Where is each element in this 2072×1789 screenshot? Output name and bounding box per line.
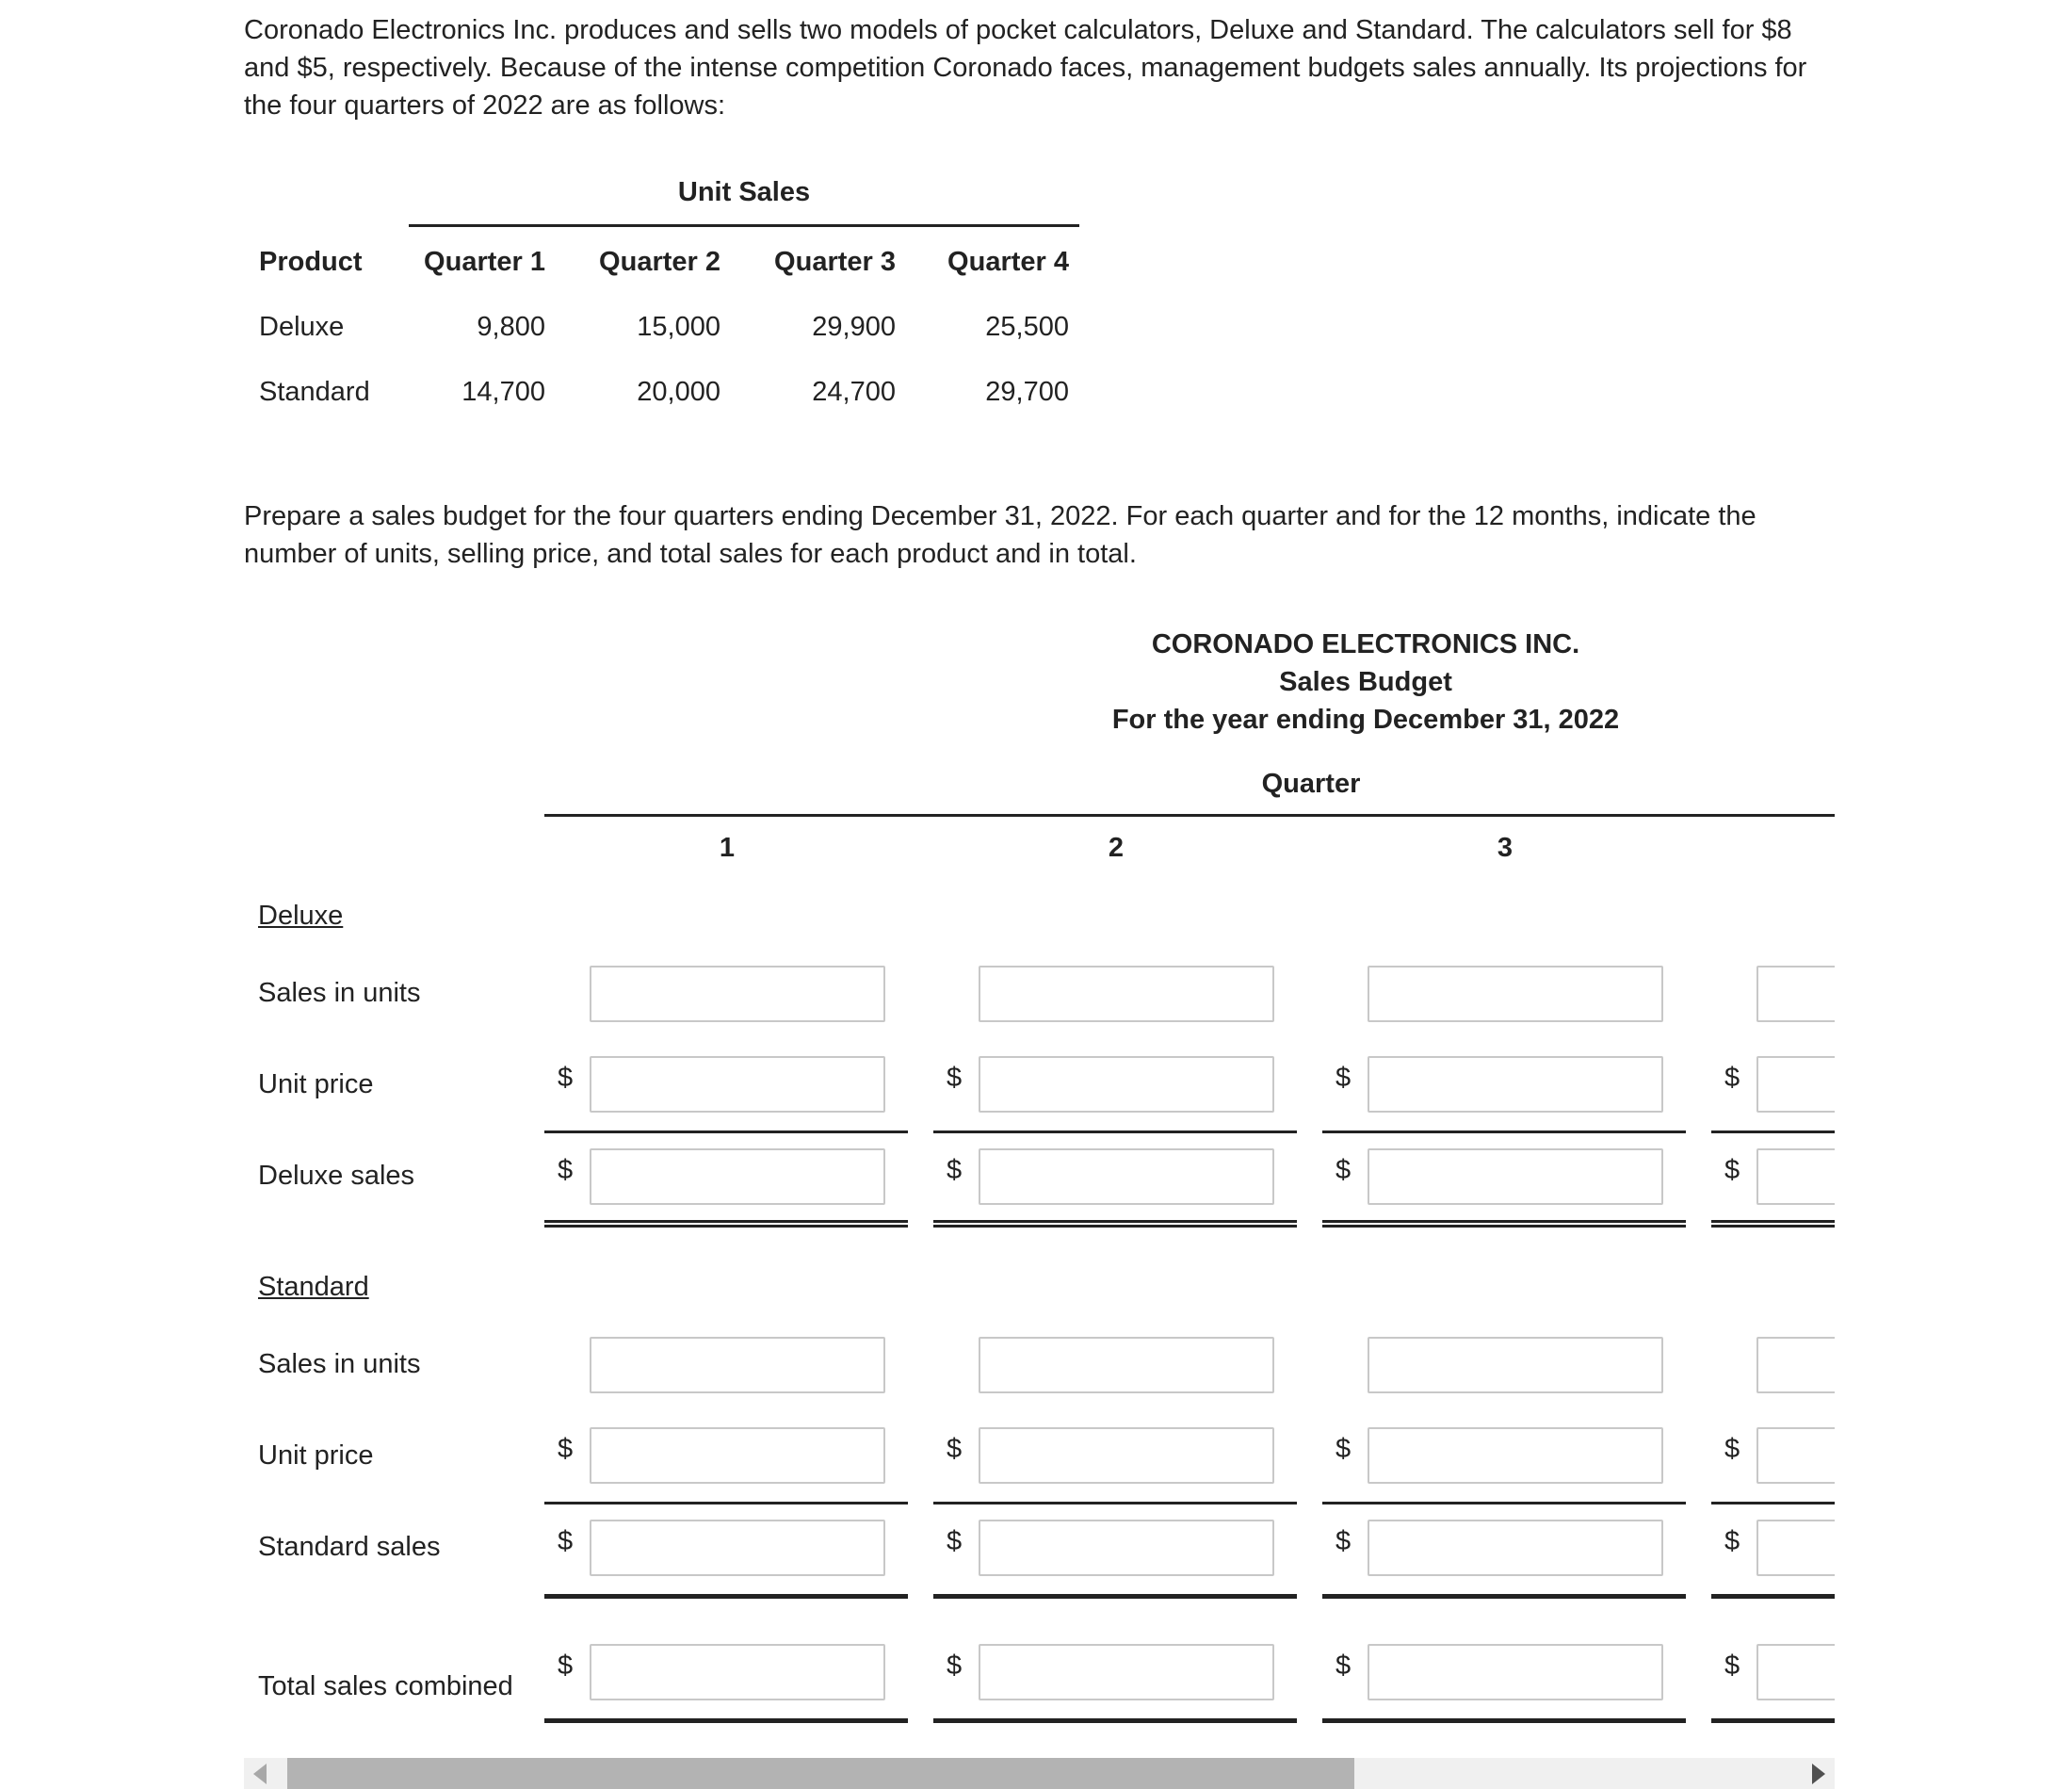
row-standard-label: Standard (259, 377, 370, 407)
quarter-4-column (1711, 942, 1835, 1752)
q2-deluxe-units-input[interactable] (979, 966, 1274, 1022)
total-rule (544, 1718, 908, 1723)
deluxe-q4: 25,500 (985, 312, 1069, 342)
currency-symbol: $ (1724, 1155, 1740, 1185)
deluxe-q2: 15,000 (637, 312, 720, 342)
q4-deluxe-units-input[interactable] (1756, 966, 1835, 1022)
total-rule (1322, 1594, 1686, 1599)
problem-prompt: Prepare a sales budget for the four quarters ending December 31, 2022. For each quarter and for the 12 months, indicate the number of units, selling price, and total sales for each product and in total. (244, 501, 1756, 569)
scroll-left-arrow-icon[interactable] (253, 1764, 267, 1784)
total-rule (544, 1594, 908, 1599)
currency-symbol: $ (1335, 1063, 1352, 1093)
q2-standard-sales-input[interactable] (979, 1520, 1274, 1576)
header-quarter-3: Quarter 3 (774, 247, 896, 277)
quarter-3-column (1322, 942, 1690, 1752)
q2-standard-units-input[interactable] (979, 1337, 1274, 1393)
header-quarter-4: Quarter 4 (947, 247, 1069, 277)
currency-symbol: $ (1335, 1155, 1352, 1185)
currency-symbol: $ (1335, 1434, 1352, 1464)
header-quarter-2: Quarter 2 (599, 247, 720, 277)
quarter-header: Quarter (1261, 769, 1361, 799)
q2-standard-price-input[interactable] (979, 1427, 1274, 1484)
quarter-3-header: 3 (1497, 833, 1514, 863)
currency-symbol: $ (558, 1526, 574, 1556)
currency-symbol: $ (558, 1651, 574, 1681)
q1-deluxe-units-input[interactable] (590, 966, 885, 1022)
deluxe-sales-label: Deluxe sales (258, 1161, 415, 1191)
double-rule (1322, 1220, 1686, 1228)
total-rule (1711, 1718, 1835, 1723)
q1-total-sales-input[interactable] (590, 1644, 885, 1700)
total-rule (1711, 1594, 1835, 1599)
deluxe-price-label: Unit price (258, 1069, 374, 1099)
deluxe-section-label: Deluxe (258, 901, 344, 931)
total-rule (933, 1718, 1297, 1723)
total-sales-label: Total sales combined (258, 1671, 513, 1701)
quarter-rule (544, 814, 1835, 817)
standard-units-label: Sales in units (258, 1349, 421, 1379)
q1-deluxe-sales-input[interactable] (590, 1148, 885, 1205)
total-rule (1322, 1718, 1686, 1723)
currency-symbol: $ (947, 1434, 963, 1464)
company-name: CORONADO ELECTRONICS INC. (1151, 629, 1580, 659)
currency-symbol: $ (1335, 1651, 1352, 1681)
subtotal-rule (544, 1502, 908, 1504)
standard-sales-label: Standard sales (258, 1532, 441, 1562)
q4-standard-sales-input[interactable] (1756, 1520, 1835, 1576)
q1-standard-sales-input[interactable] (590, 1520, 885, 1576)
q3-standard-units-input[interactable] (1368, 1337, 1663, 1393)
currency-symbol: $ (558, 1155, 574, 1185)
q1-standard-units-input[interactable] (590, 1337, 885, 1393)
deluxe-q3: 29,900 (812, 312, 896, 342)
subtotal-rule (1711, 1130, 1835, 1133)
currency-symbol: $ (1724, 1651, 1740, 1681)
statement-period: For the year ending December 31, 2022 (1111, 705, 1620, 735)
double-rule (1711, 1220, 1835, 1228)
budget-input-grid (544, 942, 1835, 1752)
currency-symbol: $ (947, 1063, 963, 1093)
header-quarter-1: Quarter 1 (424, 247, 545, 277)
subtotal-rule (1711, 1502, 1835, 1504)
currency-symbol: $ (558, 1063, 574, 1093)
double-rule (933, 1220, 1297, 1228)
q2-deluxe-price-input[interactable] (979, 1056, 1274, 1113)
currency-symbol: $ (947, 1651, 963, 1681)
subtotal-rule (933, 1130, 1297, 1133)
q4-deluxe-price-input[interactable] (1756, 1056, 1835, 1113)
currency-symbol: $ (1724, 1526, 1740, 1556)
standard-q4: 29,700 (985, 377, 1069, 407)
row-deluxe-label: Deluxe (259, 312, 345, 342)
currency-symbol: $ (947, 1155, 963, 1185)
standard-price-label: Unit price (258, 1440, 374, 1471)
header-product: Product (259, 247, 363, 277)
deluxe-units-label: Sales in units (258, 978, 421, 1008)
q4-deluxe-sales-input[interactable] (1756, 1148, 1835, 1205)
subtotal-rule (544, 1130, 908, 1133)
scroll-right-arrow-icon[interactable] (1812, 1764, 1825, 1784)
q2-deluxe-sales-input[interactable] (979, 1148, 1274, 1205)
currency-symbol: $ (558, 1434, 574, 1464)
currency-symbol: $ (1335, 1526, 1352, 1556)
q3-standard-price-input[interactable] (1368, 1427, 1663, 1484)
q3-deluxe-units-input[interactable] (1368, 966, 1663, 1022)
subtotal-rule (933, 1502, 1297, 1504)
q3-total-sales-input[interactable] (1368, 1644, 1663, 1700)
q3-deluxe-sales-input[interactable] (1368, 1148, 1663, 1205)
q3-standard-sales-input[interactable] (1368, 1520, 1663, 1576)
unit-sales-rule (409, 224, 1079, 227)
deluxe-q1: 9,800 (477, 312, 545, 342)
problem-intro: Coronado Electronics Inc. produces and sells two models of pocket calculators, Deluxe and Standard. The calculators sell for $8 and $5, respectively. Because of the intense competition Coronado faces, management budgets sales annually. Its projections for the four quarters of 2022 are as follows: (244, 15, 1807, 121)
standard-q3: 24,700 (812, 377, 896, 407)
q4-standard-units-input[interactable] (1756, 1337, 1835, 1393)
total-rule (933, 1594, 1297, 1599)
q3-deluxe-price-input[interactable] (1368, 1056, 1663, 1113)
double-rule (544, 1220, 908, 1228)
subtotal-rule (1322, 1130, 1686, 1133)
quarter-2-header: 2 (1108, 833, 1125, 863)
scrollbar-thumb[interactable] (287, 1758, 1354, 1789)
currency-symbol: $ (1724, 1063, 1740, 1093)
standard-q2: 20,000 (637, 377, 720, 407)
quarter-2-column (933, 942, 1301, 1752)
horizontal-scrollbar[interactable] (244, 1758, 1835, 1789)
subtotal-rule (1322, 1502, 1686, 1504)
quarter-1-column (544, 942, 912, 1752)
unit-sales-title: Unit Sales (677, 177, 811, 207)
currency-symbol: $ (947, 1526, 963, 1556)
q1-standard-price-input[interactable] (590, 1427, 885, 1484)
q4-total-sales-input[interactable] (1756, 1644, 1835, 1700)
currency-symbol: $ (1724, 1434, 1740, 1464)
quarter-1-header: 1 (719, 833, 736, 863)
q1-deluxe-price-input[interactable] (590, 1056, 885, 1113)
q4-standard-price-input[interactable] (1756, 1427, 1835, 1484)
statement-name: Sales Budget (1279, 667, 1452, 697)
q2-total-sales-input[interactable] (979, 1644, 1274, 1700)
standard-q1: 14,700 (461, 377, 545, 407)
standard-section-label: Standard (258, 1272, 369, 1302)
